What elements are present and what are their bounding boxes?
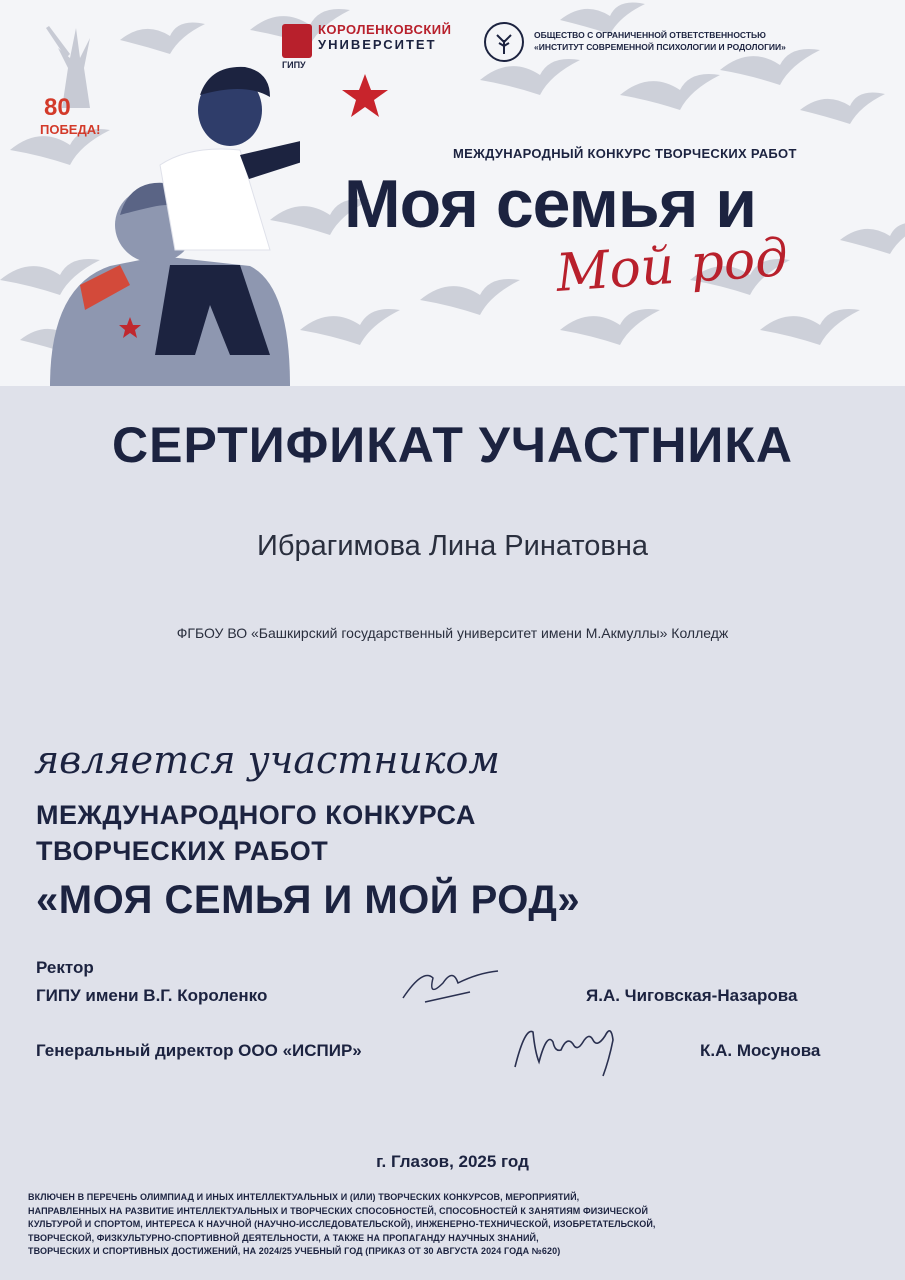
footer-note-line2: НАПРАВЛЕННЫХ НА РАЗВИТИЕ ИНТЕЛЛЕКТУАЛЬНЫХ И ТВОРЧЕСКИХ СПОСОБНОСТЕЙ, СПОСОБНОСТЕЙ К ЗАНЯТИЯМ ФИЗИЧЕСКОЙ xyxy=(28,1205,649,1216)
contest-name-line1: МЕЖДУНАРОДНОГО КОНКУРСА xyxy=(36,800,476,830)
city-year: г. Глазов, 2025 год xyxy=(376,1152,529,1171)
director-signature xyxy=(505,1012,635,1082)
contest-title-main: Моя семья и xyxy=(344,166,757,242)
badge-text: ПОБЕДА! xyxy=(40,122,101,137)
father-and-child-illustration xyxy=(40,55,300,386)
footer-note-line4: ТВОРЧЕСКОЙ, ФИЗКУЛЬТУРНО-СПОРТИВНОЙ ДЕЯТЕЛЬНОСТИ, А ТАКЖЕ НА ПРОПАГАНДУ НАУЧНЫХ ЗНАНИЙ, xyxy=(28,1232,539,1243)
contest-name-line2: ТВОРЧЕСКИХ РАБОТ xyxy=(36,836,329,866)
university-logo-line2: УНИВЕРСИТЕТ xyxy=(318,37,437,52)
university-logo-abbr: ГИПУ xyxy=(282,60,306,70)
contest-caption: МЕЖДУНАРОДНЫЙ КОНКУРС ТВОРЧЕСКИХ РАБОТ xyxy=(453,146,797,161)
university-logo xyxy=(282,22,482,70)
participant-name: Ибрагимова Лина Ринатовна xyxy=(257,530,648,562)
footer-note-line3: КУЛЬТУРОЙ И СПОРТОМ, ИНТЕРЕСА К НАУЧНОЙ (НАУЧНО-ИССЛЕДОВАТЕЛЬСКОЙ), ИНЖЕНЕРНО-ТЕХНИЧЕСКОЙ, ИЗОБРЕТАТЕЛЬСКОЙ, xyxy=(28,1219,656,1229)
contest-title-script: Мой род xyxy=(554,227,790,305)
red-star-icon xyxy=(340,72,390,120)
rector-name: Я.А. Чиговская-Назарова xyxy=(586,986,798,1005)
footer-note-line1: ВКЛЮЧЕН В ПЕРЕЧЕНЬ ОЛИМПИАД И ИНЫХ ИНТЕЛЛЕКТУАЛЬНЫХ И (ИЛИ) ТВОРЧЕСКИХ КОНКУРСОВ, МЕРОПРИЯТИЙ, xyxy=(28,1192,580,1202)
footer-note-line5: ТВОРЧЕСКИХ И СПОРТИВНЫХ ДОСТИЖЕНИЙ, НА 2024/25 УЧЕБНЫЙ ГОД (ПРИКАЗ ОТ 30 АВГУСТА 2024 ГОДА №620) xyxy=(28,1246,561,1256)
certificate-title: СЕРТИФИКАТ УЧАСТНИКА xyxy=(112,417,793,473)
org-name-line1: ОБЩЕСТВО С ОГРАНИЧЕННОЙ ОТВЕТСТВЕННОСТЬЮ xyxy=(534,30,766,40)
header-banner xyxy=(0,0,905,386)
participant-institution: ФГБОУ ВО «Башкирский государственный университет имени М.Акмуллы» Колледж xyxy=(176,625,729,641)
rector-signature xyxy=(395,968,505,1008)
footer-note xyxy=(28,1191,888,1259)
contest-name-line3: «МОЯ СЕМЬЯ И МОЙ РОД» xyxy=(36,878,581,922)
director-role: Генеральный директор ООО «ИСПИР» xyxy=(36,1041,362,1060)
rector-role-line1: Ректор xyxy=(36,958,94,977)
university-emblem-icon xyxy=(282,24,312,58)
org-name-line2: «ИНСТИТУТ СОВРЕМЕННОЙ ПСИХОЛОГИИ И РОДОЛОГИИ» xyxy=(534,42,786,52)
rector-role-line2: ГИПУ имени В.Г. Короленко xyxy=(36,986,268,1005)
organization-logo xyxy=(484,22,894,66)
is-participant-script: является участником xyxy=(34,738,500,782)
badge-number: 80 xyxy=(44,94,71,121)
family-tree-icon xyxy=(484,22,524,62)
director-name: К.А. Мосунова xyxy=(700,1041,821,1060)
university-logo-line1: КОРОЛЕНКОВСКИЙ xyxy=(318,22,452,37)
